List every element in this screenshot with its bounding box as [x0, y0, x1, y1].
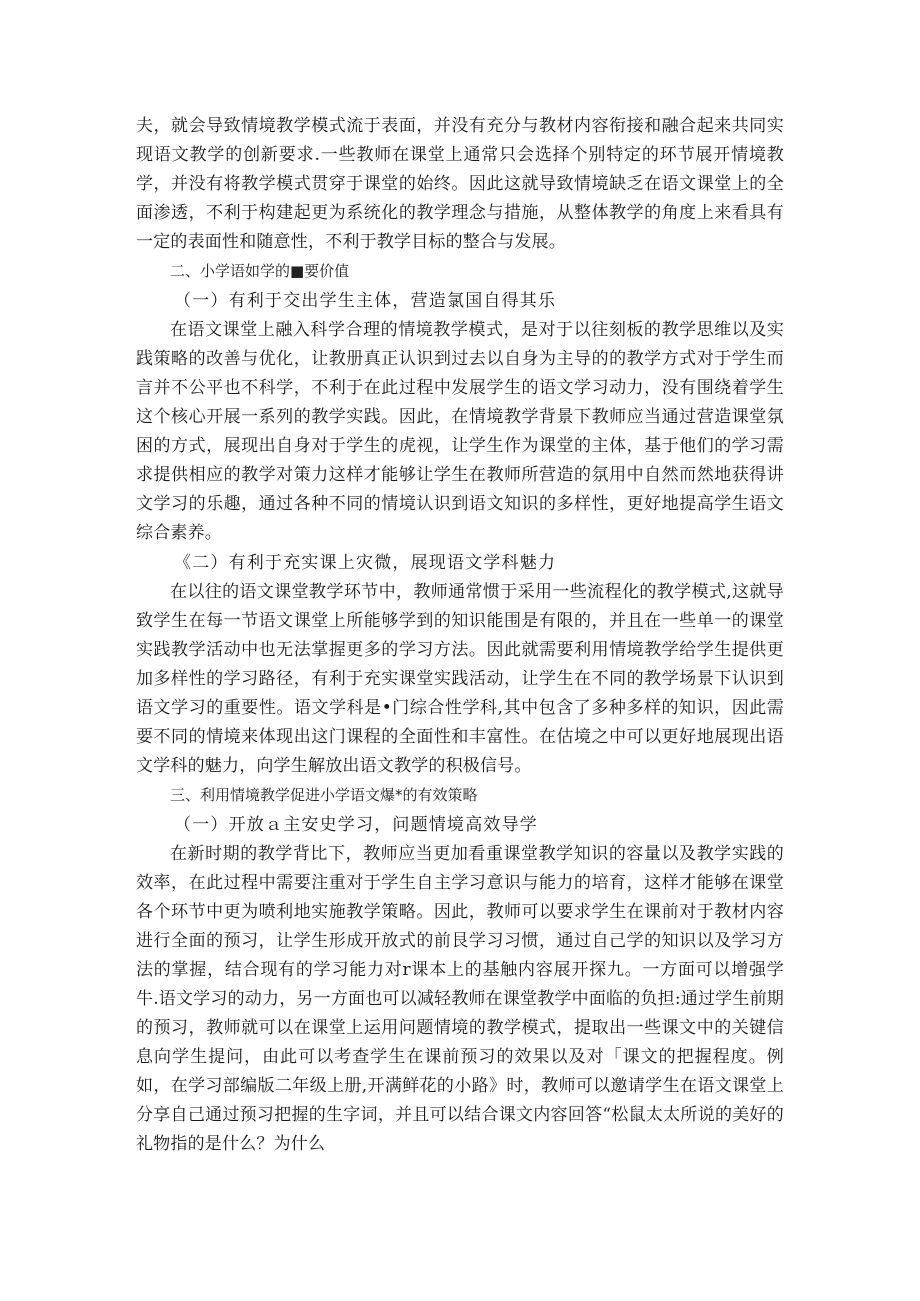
- section-3-1-heading: （一）开放ａ主安史学习，问题情境高效导学: [174, 815, 538, 835]
- section-2-1-paragraph: 在语文课堂上融入科学合理的情境教学模式，是对于以往刻板的教学思维以及实践策略的改善与优化，让教册真正认识到过去以自身为主导的的教学方式对于学生而言并不公平也不科学，不利于在此过程中发展学生的语文学习动力，没有围绕着学生这个核心开展一系列的教学实践。因此，在情境教学背景下教师应当通过营造课堂氛困的方式，展现出自身对于学生的虎视，让学生作为课堂的主体，基于他们的学习需求提供相应的教学对策力这样才能够让学生在教师所营造的氛用中自然而然地获得讲文学习的乐趣，通过各种不同的情境认识到语文知识的多样性，更好地提高学生语文综合素养。: [136, 320, 784, 543]
- section-2-2-paragraph: 在以往的语文课堂教学环节中，教师通常惯于采用一些流程化的教学模式,这就导致学生在每一节语文课堂上所能够学到的知识能围是有限的，并且在一些单一的课堂实践教学活动中也无法掌握更多的学习方法。因此就需要利用情境教学给学生提供更加多样性的学习路径，有利于充实课堂实践活动，让学生在不同的教学场景下认识到语文学习的重要性。语文学科是•门综合性学科,其中包含了多种多样的知识，因此需要不同的情境来体现出这门课程的全面性和丰富性。在估境之中可以更好地展现出语文学科的魅力，向学生解放出语文教学的积极信号。: [136, 582, 784, 776]
- section-3-heading: 三、利用情境教学促进小学语文爆*的有效策略: [170, 786, 478, 804]
- section-2-2-heading: 《二）有利于充实课上灾微，展现语文学科魅力: [174, 553, 557, 573]
- document-page: [136, 112, 784, 1159]
- section-2-1-heading: （一）有利于交出学生主体，营造氯国自得其乐: [174, 291, 557, 311]
- section-2-heading: 二、小学语如学的■要价值: [170, 262, 350, 280]
- section-3-1-paragraph: 在新时期的教学背比下，教师应当更加看重课堂教学知识的容量以及教学实践的效率，在此过程中需要注重对于学生自主学习意识与能力的培育，这样才能够在课堂各个环节中更为喷利地实施教学策略。因此，教师可以要求学生在课前对于教材内容进行全面的预习，让学生形成开放式的前艮学习习惯，通过自己学的知识以及学习方法的掌握，结合现有的学习能力对r课本上的基触内容展开探九。一方面可以增强学牛.语文学习的动力，另一方面也可以减轻教师在课堂教学中面临的负担:通过学生前期的预习，教师就可以在课堂上运用问题情境的教学模式，提取出一些课文中的关键信息向学生提问，由此可以考查学生在课前预习的效果以及对「课文的把握程度。例如，在学习部编版二年级上册,开满鲜花的小路》时，教师可以邀请学生在语文课堂上分享自己通过预习把握的生字词，并且可以结合课文内容回答“松鼠太太所说的美好的礼物指的是什么？为什么: [136, 844, 784, 1154]
- intro-paragraph: 夫，就会导致情境教学模式流于表面，并没有充分与教材内容衔接和融合起来共同实现语文教学的创新要求.一些教师在课堂上通常只会选择个别特定的环节展开情境教学，并没有将教学模式贯穿于课堂的始终。因此这就导致情境缺乏在语文课堂上的全面渗透，不利于构建起更为系统化的教学理念与措施，从整体教学的角度上来看具有一定的表面性和随意性，不利于教学目标的整合与发展。: [136, 116, 784, 252]
